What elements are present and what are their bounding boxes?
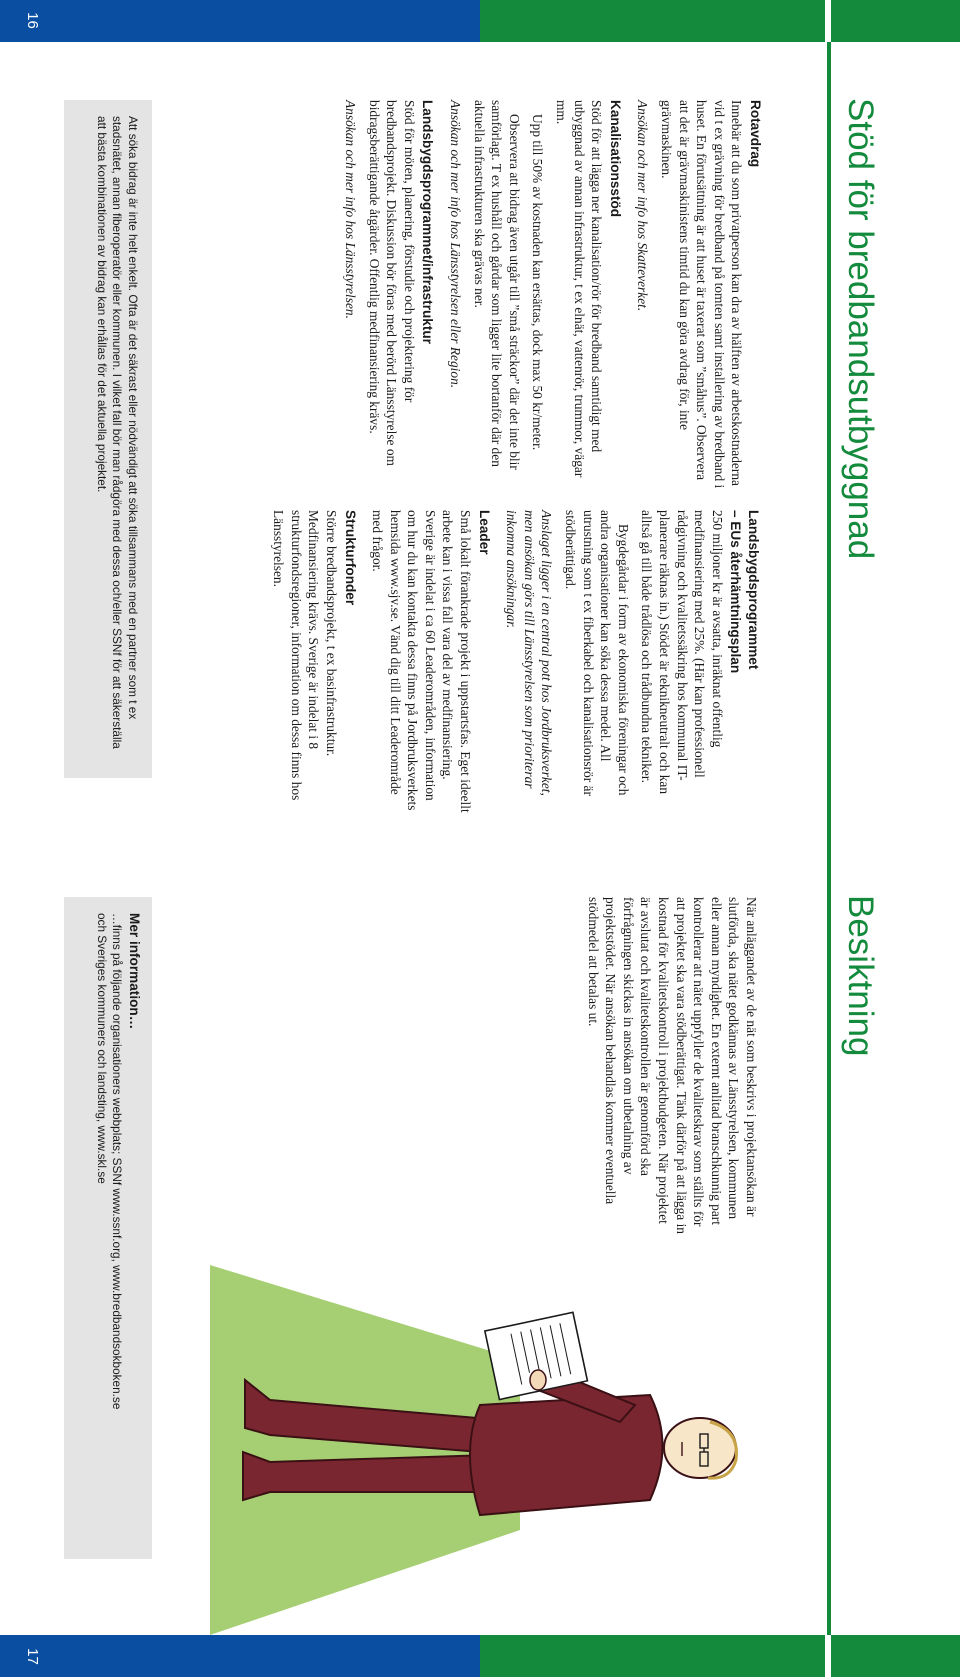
text-landsbygdsprogrammet-2: Bygdegårdar i form av ekonomiska föreningar och andra organisationer kan söka dessa medel. All utrustning som t ex fiberkabel och kanalisationsrör är stödberättigad. bbox=[563, 510, 631, 796]
text-rotavdrag: Innebär att du som privatperson kan dra av hälften av arbetskostnaderna vid t ex grävning för bredband på tomten samt installering av bredband i huset. En förutsättning är att huset är taxerat som ”småhus”. Observera att det är grävmaskinistens timtid du kan göra avdrag för, inte grävmaskinen. bbox=[659, 100, 745, 489]
heading-leader: Leader bbox=[476, 510, 492, 555]
info-landsbygd-infrastruktur: Ansökan och mer info hos Länsstyrelsen. bbox=[343, 100, 359, 319]
page-title-main: Stöd för bredbandsutbyggnad bbox=[841, 98, 880, 560]
inspector-man-holding-document-icon bbox=[210, 1230, 770, 1670]
heading-landsbygdsprogrammet-line1: Landsbygdsprogrammet bbox=[746, 510, 761, 670]
text-landsbygdsprogrammet-1: 250 miljoner kr är avsatta, inräknat offentlig medfinansiering med 25%. (Här kan professionell rådgivning och kvalitetssäkring hos kommunal IT-planerare räknas in.) Stödet är teknikneutralt och kan alltså gå till både trådlösa och trådbundna tekniker. bbox=[639, 510, 725, 795]
heading-landsbygdsprogrammet-line2: – EUs återhämtningsplan bbox=[728, 510, 744, 674]
torso bbox=[470, 1395, 663, 1515]
info-box-line-1: …finns på följande organisationers webbplats; SSNf www.ssnf.org, www.bredbandsokboken.se bbox=[110, 913, 125, 1410]
text-kanalisationsstod-1: Stöd för att lägga ner kanalisation/rör för bredband samtidigt med utbyggnad av annan infrastruktur, t ex elnät, vattenrör, trummor, vägar mm. bbox=[554, 100, 605, 478]
info-kanalisationsstod: Ansökan och mer info hos Länsstyrelsen eller Region. bbox=[448, 100, 464, 389]
text-leader: Små lokalt förankrade projekt i uppstartsfas. Eget ideellt arbete kan i vissa fall vara del av medfinansiering. Sverige är indelat i ca 60 Leaderområden, information om hur du kan kontakta dessa finns på Jordbruksverkets hemsida www.sjv.se. Vänd dig till ditt Leaderområde med frågor. bbox=[370, 510, 474, 813]
column-2 bbox=[264, 510, 762, 815]
heading-strukturfonder: Strukturfonder bbox=[342, 510, 358, 606]
page-number-left: 16 bbox=[23, 12, 41, 29]
page-number-right: 17 bbox=[23, 1648, 41, 1665]
info-box-mer-information bbox=[64, 897, 152, 1559]
heading-rotavdrag: Rotavdrag bbox=[748, 100, 763, 168]
hand bbox=[530, 1370, 546, 1390]
heading-landsbygd-infrastruktur: Landsbygdsprogrammet/infrastruktur bbox=[420, 100, 436, 344]
heading-landsbygdsprogrammet bbox=[727, 510, 762, 815]
info-rotavdrag: Ansökan och mer info hos Skatteverket. bbox=[635, 100, 651, 312]
column-besiktning bbox=[578, 897, 760, 1237]
text-kanalisationsstod-2: Upp till 50% av kostnaden kan ersättas, dock max 50 kr/meter. bbox=[530, 114, 546, 451]
column-1 bbox=[336, 100, 764, 490]
text-strukturfonder: Större bredbandsprojekt, t ex basinfrastruktur. Medfinansiering krävs. Sverige är indelat i 8 strukturfondsregioner, information om dessa finns hos Länsstyrelsen. bbox=[271, 510, 339, 801]
info-box-line-2: och Sveriges kommuners och landsting, www.skl.se bbox=[95, 913, 109, 1184]
text-landsbygd-infrastruktur: Stöd för möten, planering, förstudie och projektering för bredbandsprojekt. Diskussion bör föras med berörd Länsstyrelse om bidragsberättigande åtgärder. Offentlig medfinansiering krävs. bbox=[366, 100, 417, 466]
info-box-bidrag-text: Att söka bidrag är inte helt enkelt. Ofta är det säkrast eller nödvändigt att söka tillsammans med en partner som t ex stadsnätet, annan fiberoperatör eller kommunen. I vilket fall bör man rådgöra med dessa och/eller SSNf för att säkerställa att bästa kombinationen av bidrag kan erhållas för det aktuella projektet. bbox=[95, 116, 140, 749]
heading-kanalisationsstod: Kanalisationsstöd bbox=[607, 100, 623, 218]
info-box-bidrag bbox=[64, 100, 152, 778]
info-landsbygdsprogrammet: Anslaget ligger i en central pott hos Jordbruksverket, men ansökan görs till Länsstyrelsen som prioriterar inkomna ansökningar. bbox=[504, 510, 555, 796]
text-kanalisationsstod-3: Observera att bidrag även utgår till ”små sträckor” där det inte blir samförlagt. T ex hushåll och gårdar som ligger lite bortanför där den aktuella infrastrukturen ska grävas ner. bbox=[471, 100, 522, 470]
text-besiktning: När anläggandet av de nät som beskrivs i projektansökan är slutförda, ska nätet godkännas av Länsstyrelsen, kommunen eller annan myndighet. En externt anlitad branschkunnig part kontrollerar att nätet uppfyller de kvalitetskrav som ställts för att projektet ska vara stödberättigat. Tänk därför på att lägga in kostnad för kvalitetskontroll i projektbudgeten. När projektet är avslutat och kvalitetskontrollen är genomförd ska förfrågningen skickas in ansökan om utbetalning av projektstödet. När ansökan behandlas kommer eventuella stödmedel att betalas ut. bbox=[585, 897, 759, 1234]
page-title-besiktning: Besiktning bbox=[841, 895, 880, 1057]
info-box-heading: Mer information… bbox=[127, 913, 142, 1030]
